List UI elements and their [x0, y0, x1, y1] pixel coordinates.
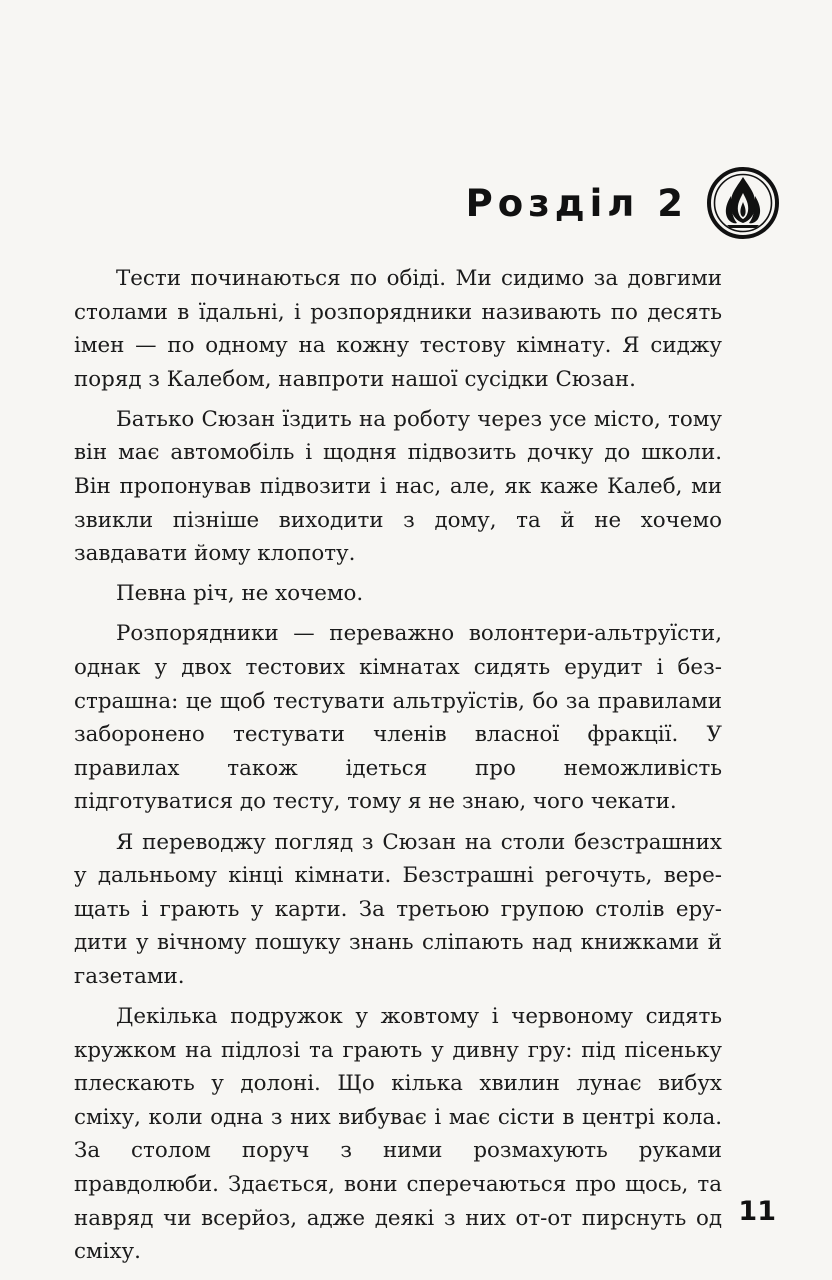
- page-number: 11: [738, 1196, 776, 1227]
- paragraph-3: Певна річ, не хочемо.: [116, 581, 364, 607]
- paragraph-2: Батько Сюзан їздить на роботу через усе місто, тому він має автомобіль і щодня підвозить дочку до школи. Він пропонував підвозити і нас, але, як каже Калеб, ми звикли пізніше виходити з дому, та й не хочемо завдавати йому клопоту.: [74, 406, 722, 567]
- paragraph-1: Тести починаються по обіді. Ми сидимо за довгими столами в їдальні, і розпорядники називають по десять імен — по одному на кожну тестову кімнату. Я сиджу поряд з Калебом, навпроти нашої сусідки Сюзан.: [74, 266, 722, 392]
- paragraph-4: Розпорядники — переважно волонтери-альтруїсти, однак у двох тестових кімнатах сидять ерудит і безстрашна: це щоб тестувати альтруїстів, бо за правилами заборонено тестувати членів власної фракції. У правилах також ідеться про неможливість підготуватися до тесту, тому я не знаю, чого чекати.: [74, 621, 722, 815]
- chapter-title: Розділ 2: [465, 181, 688, 225]
- paragraph-5: Я переводжу погляд з Сюзан на столи безстрашних у дальньому кінці кімнати. Безстрашні регочуть, верещать і грають у карти. За третьою групою столів ерудити у вічному пошуку знань сліпають над книжками й газетами.: [74, 829, 722, 989]
- flame-emblem-icon: [706, 166, 780, 240]
- chapter-heading: [430, 166, 780, 240]
- paragraph-6: Декілька подружок у жовтому і червоному сидять кружком на підлозі та грають у дивну гру: під пісеньку плескають у долоні. Що кілька хвилин лунає вибух сміху, коли одна з них вибуває і має сісти в центрі кола. За столом поруч з ними розмахують руками правдолюби. Здається, вони сперечаються про щось, та навряд чи всерйоз, адже деякі з них от-от пирснуть од сміху.: [74, 1003, 722, 1265]
- chapter-text: [74, 262, 722, 1275]
